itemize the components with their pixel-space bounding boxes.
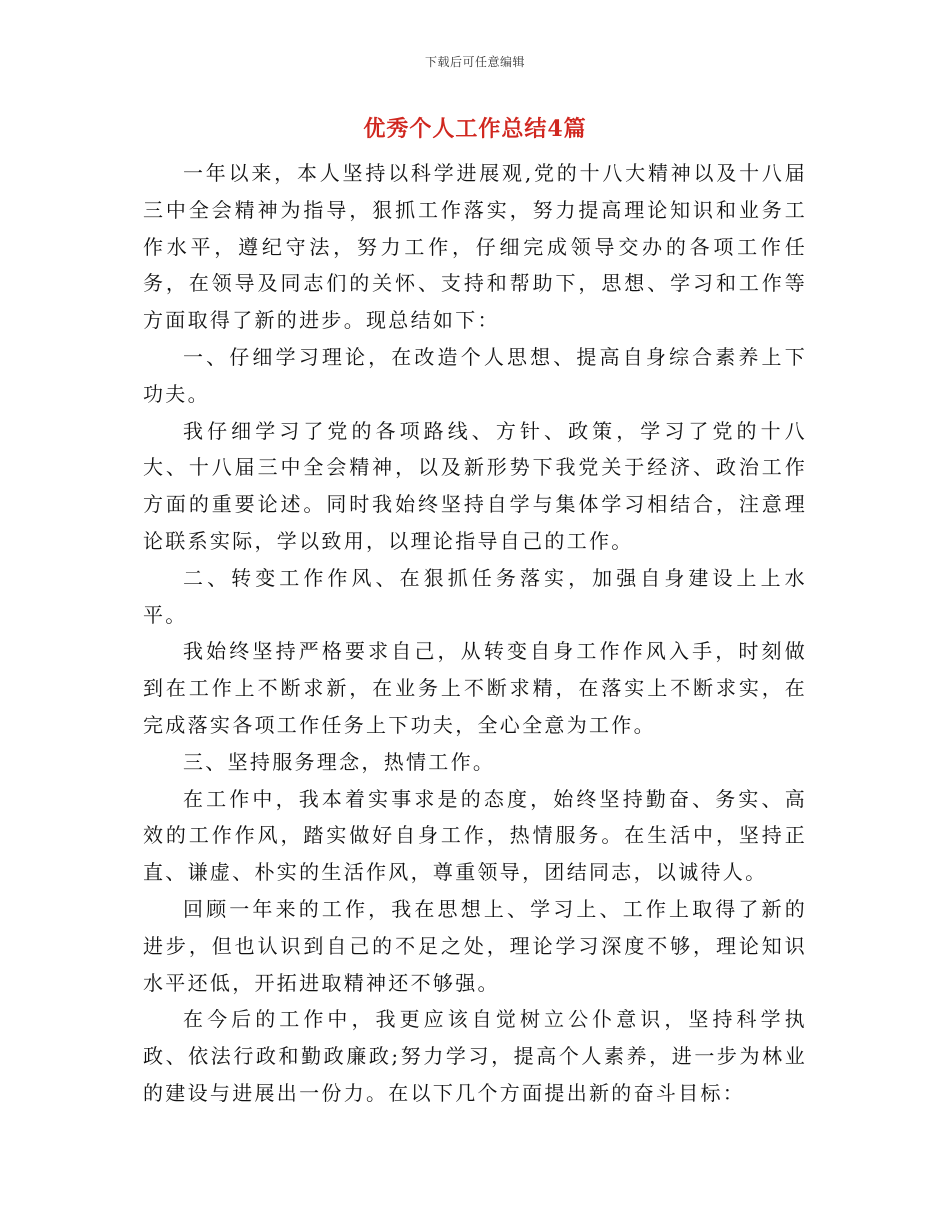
paragraph-study: 我仔细学习了党的各项路线、方针、政策，学习了党的十八大、十八届三中全会精神，以及新形势下我党关于经济、政治工作方面的重要论述。同时我始终坚持自学与集体学习相结合，注意理论联系实际，学以致用，以理论指导自己的工作。 — [143, 418, 807, 553]
header-note: 下载后可任意编辑 — [424, 55, 525, 69]
document-body — [143, 155, 807, 1112]
paragraph-review: 回顾一年来的工作，我在思想上、学习上、工作上取得了新的进步，但也认识到自己的不足之处，理论学习深度不够，理论知识水平还低，开拓进取精神还不够强。 — [143, 896, 807, 995]
paragraph-future: 在今后的工作中，我更应该自觉树立公仆意识，坚持科学执政、依法行政和勤政廉政;努力学习，提高个人素养，进一步为林业的建设与进展出一份力。在以下几个方面提出新的奋斗目标： — [143, 1007, 807, 1105]
paragraph-service: 在工作中，我本着实事求是的态度，始终坚持勤奋、务实、高效的工作作风，踏实做好自身工作，热情服务。在生活中，坚持正直、谦虚、朴实的生活作风，尊重领导，团结同志，以诚待人。 — [143, 786, 807, 885]
section-heading-3: 三、坚持服务理念，热情工作。 — [183, 749, 496, 774]
paragraph-style: 我始终坚持严格要求自己，从转变自身工作作风入手，时刻做到在工作上不断求新，在业务上不断求精，在落实上不断求实，在完成落实各项工作任务上下功夫，全心全意为工作。 — [143, 639, 807, 737]
document-title: 优秀个人工作总结4篇 — [363, 116, 587, 142]
section-heading-1: 一、仔细学习理论，在改造个人思想、提高自身综合素养上下功夫。 — [143, 344, 807, 406]
section-heading-2: 二、转变工作作风、在狠抓任务落实，加强自身建设上上水平。 — [143, 565, 807, 627]
paragraph-intro: 一年以来，本人坚持以科学进展观,党的十八大精神以及十八届三中全会精神为指导，狠抓工作落实，努力提高理论知识和业务工作水平，遵纪守法，努力工作，仔细完成领导交办的各项工作任务，在领导及同志们的关怀、支持和帮助下，思想、学习和工作等方面取得了新的进步。现总结如下： — [143, 161, 807, 333]
